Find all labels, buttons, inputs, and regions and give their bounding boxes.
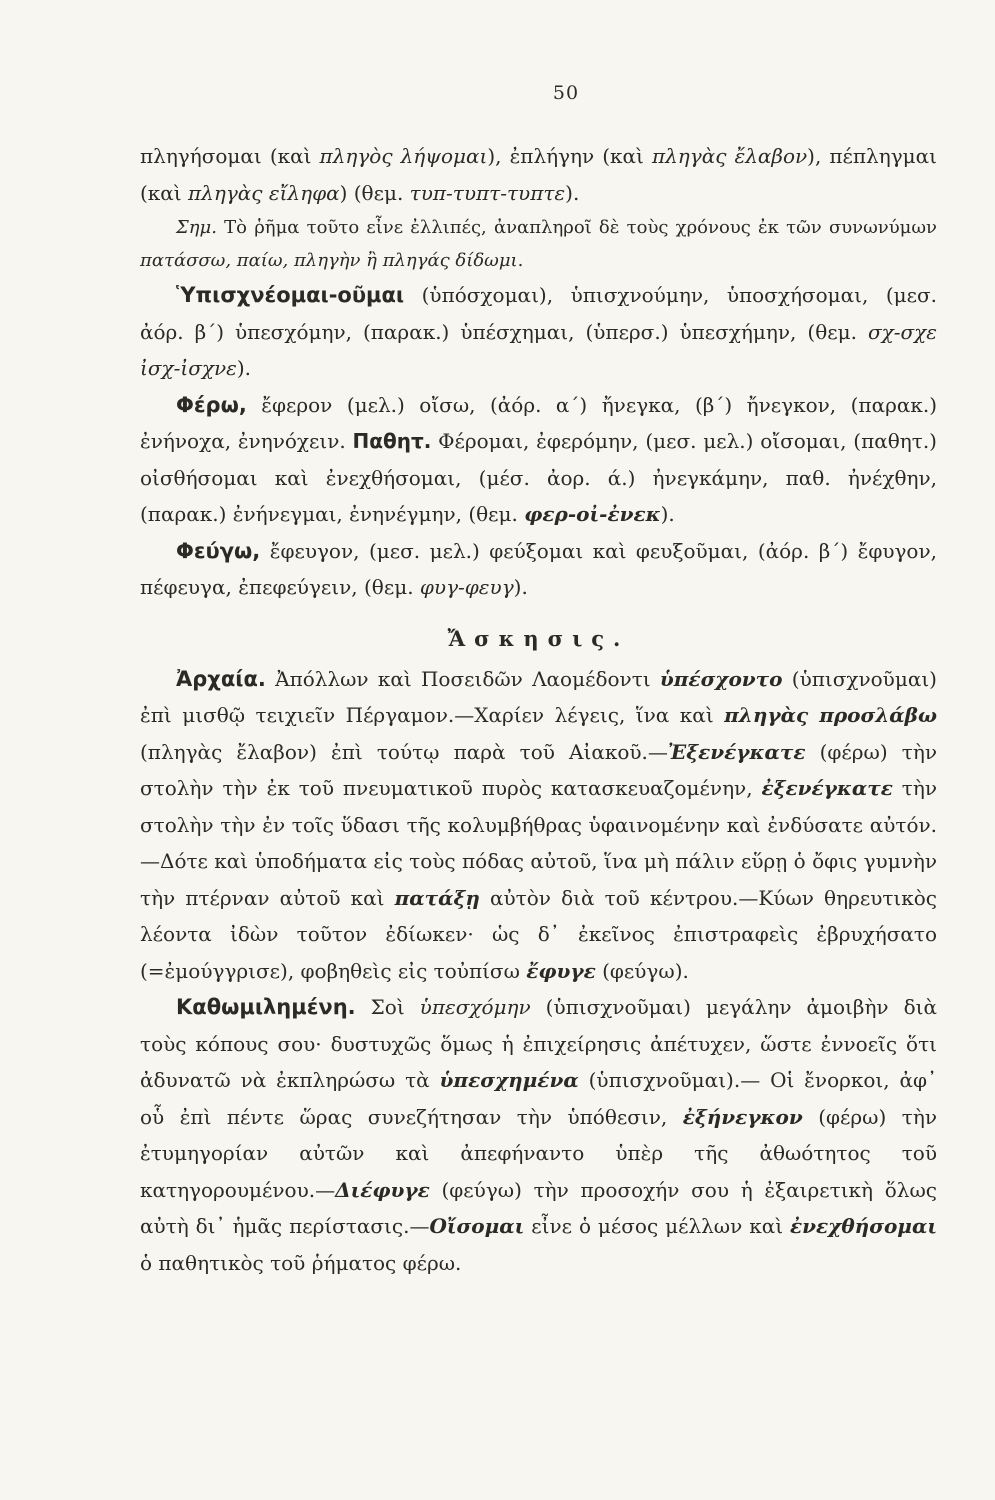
exercise-modern [140,989,937,1281]
entry-pheugo [140,533,937,606]
lemma-heading: Φεύγω, [176,538,261,563]
section-heading: Ἄσκησις. [447,625,630,651]
highlighted-form: ἐξενέγκατε [761,776,893,800]
highlighted-form: ὑπεσχημένα [439,1068,579,1092]
text: ), πέπληγμαι (καὶ [140,144,937,205]
text: ). [660,502,675,526]
text: (φέρω) τὴν στολὴν τὴν ἐκ τοῦ πνευματικοῦ πυρὸς κατασκευαζομένην, [140,739,937,800]
note-abbr: Σημ. [176,217,217,238]
passive-heading: Παθητ. [352,429,432,453]
highlighted-form: ἐξήνεγκον [682,1104,803,1129]
text: ἔφευγον, (μεσ. μελ.) φεύξομαι καὶ φευξοῦμαι, (ἀόρ. β΄) ἔφυγον, πέφευγα, ἐπεφεύγειν, (θεμ. [140,538,937,599]
text: τὴν στολὴν τὴν ἐν τοῖς ὕδασι τῆς κολυμβήθρας ὑφαινομένην καὶ ἐνδύσατε αὐτόν.—Δότε καὶ ὑποδήματα εἰς τοὺς πόδας αὐτοῦ, ἵνα μὴ πάλιν εὕρῃ ὁ ὄφις γυμνὴν τὴν πτέρναν αὐτοῦ καὶ [140,776,937,910]
highlighted-form: Οἴσομαι [429,1214,525,1238]
page-number: 50 [552,82,580,104]
highlighted-form: ὑπεσχόμην [419,995,531,1019]
text: πληγήσομαι (καὶ [140,144,320,168]
note [140,211,937,277]
text: εἶνε ὁ μέσος μέλλων καὶ [524,1214,790,1238]
highlighted-form: Διέφυγε [335,1177,430,1202]
text: ), ἐπλήγην (καὶ [487,144,652,168]
text: (φέρω) τὴν ἐτυμηγορίαν αὐτῶν καὶ ἀπεφήναντο ὑπὲρ τῆς ἀθωότητος τοῦ κατηγορουμένου.— [140,1104,937,1202]
text: (φεύγω). [595,958,689,983]
italic-stem: τυπ-τυπτ-τυπτε [409,180,566,205]
text: . [517,250,524,271]
italic-synonyms: πατάσσω, παίω, πληγὴν ἢ πληγάς δίδωμι [140,250,518,271]
italic-form: πληγὰς εἴληφα [188,180,340,205]
exercise-ancient [140,661,937,990]
text: ). [565,180,580,205]
lemma-heading: Φέρω, [176,392,247,417]
italic-form: πληγὸς λήψομαι [319,144,488,168]
entry-phero [140,387,937,533]
text: (πληγὰς ἔλαβον) ἐπὶ τούτῳ παρὰ τοῦ Αἰακοῦ.— [140,739,668,764]
highlighted-form: ἔφυγε [526,958,596,983]
text: ). [236,356,252,380]
italic-form: πληγὰς ἔλαβον [651,144,808,168]
entry-hypischneomai [140,277,937,387]
text: ὁ παθητικὸς τοῦ ῥήματος φέρω. [140,1250,462,1275]
text: Τὸ ῥῆμα τοῦτο εἶνε ἐλλιπές, ἀναπληροῖ δὲ τοὺς χρόνους ἐκ τῶν συνωνύμων [216,217,937,238]
italic-stem: φερ-οἰ-ἐνεκ [524,502,661,526]
text: (ὑπισχνοῦμαι) ἐπὶ μισθῷ τειχιεῖν Πέργαμον.—Χαρίεν λέγεις, ἵνα καὶ [140,666,937,727]
text: (ὑπόσχομαι), ὑπισχνούμην, ὑποσχήσομαι, (μεσ. ἀόρ. β΄) ὑπεσχόμην, (παρακ.) ὑπέσχημαι, (ὑπερσ.) ὑπεσχήμην, (θεμ. [140,283,937,344]
text: ) (θεμ. [339,180,410,205]
text: (φεύγω) τὴν προσοχήν σου ἡ ἐξαιρετικὴ ὅλως αὐτὴ δι᾽ ἡμᾶς περίστασις.— [140,1177,937,1238]
italic-stem: φυγ-φευγ [419,575,514,599]
text: (ὑπισχνοῦμαι) μεγάλην ἀμοιβὴν διὰ τοὺς κόπους σου· δυστυχῶς ὅμως ἡ ἐπιχείρησις ἀπέτυχεν, ὥστε ἐννοεῖς ὅτι ἀδυνατῶ νὰ ἐκπληρώσω τὰ [140,995,937,1092]
lemma-heading: Ὑπισχνέομαι-οῦμαι [176,283,405,307]
lemma-heading: Καθωμιλημένη. [176,995,356,1019]
text: Φέρομαι, ἐφερόμην, (μεσ. μελ.) οἴσομαι, (παθητ.) οἰσθήσομαι καὶ ἐνεχθήσομαι, (μέσ. ἀορ. ά.) ἠνεγκάμην, παθ. ἠνέχθην, (παρακ.) ἐνήνεγμαι, ἐνηνέγμην, (θεμ. [140,429,937,526]
paragraph-conjugation [140,138,937,211]
italic-stem: σχ-σχε ἰσχ-ἰσχνε [140,319,937,380]
text: αὐτὸν διὰ τοῦ κέντρου.—Κύων θηρευτικὸς λέοντα ἰδὼν τοῦτον ἐδίωκεν· ὡς δ᾽ ἐκεῖνος ἐπιστραφεὶς ἐβρυχήσατο (=ἐμούγγρισε), φοβηθεὶς εἰς τοὐπίσω [140,885,937,983]
highlighted-form: πατάξῃ [394,885,480,910]
text: Ἀπόλλων καὶ Ποσειδῶν Λαομέδοντι [265,666,660,691]
text: ). [513,575,528,599]
text: (ὑπισχνοῦμαι).— Οἱ ἔνορκοι, ἀφ᾽ οὗ ἐπὶ πέντε ὥρας συνεζήτησαν τὴν ὑπόθεσιν, [140,1068,937,1129]
highlighted-form: ἐνεχθήσομαι [789,1214,938,1238]
highlighted-form: Ἐξενέγκατε [667,739,806,764]
text: Σοὶ [355,995,420,1019]
highlighted-form: ὑπέσχοντο [659,666,783,691]
highlighted-form: πληγὰς προσλάβω [724,703,937,727]
lemma-heading: Ἀρχαία. [176,666,266,691]
text: ἔφερον (μελ.) οἴσω, (ἀόρ. α΄) ἤνεγκα, (β΄) ἤνεγκον, (παρακ.) ἐνήνοχα, ἐνηνόχειν. [140,392,937,453]
